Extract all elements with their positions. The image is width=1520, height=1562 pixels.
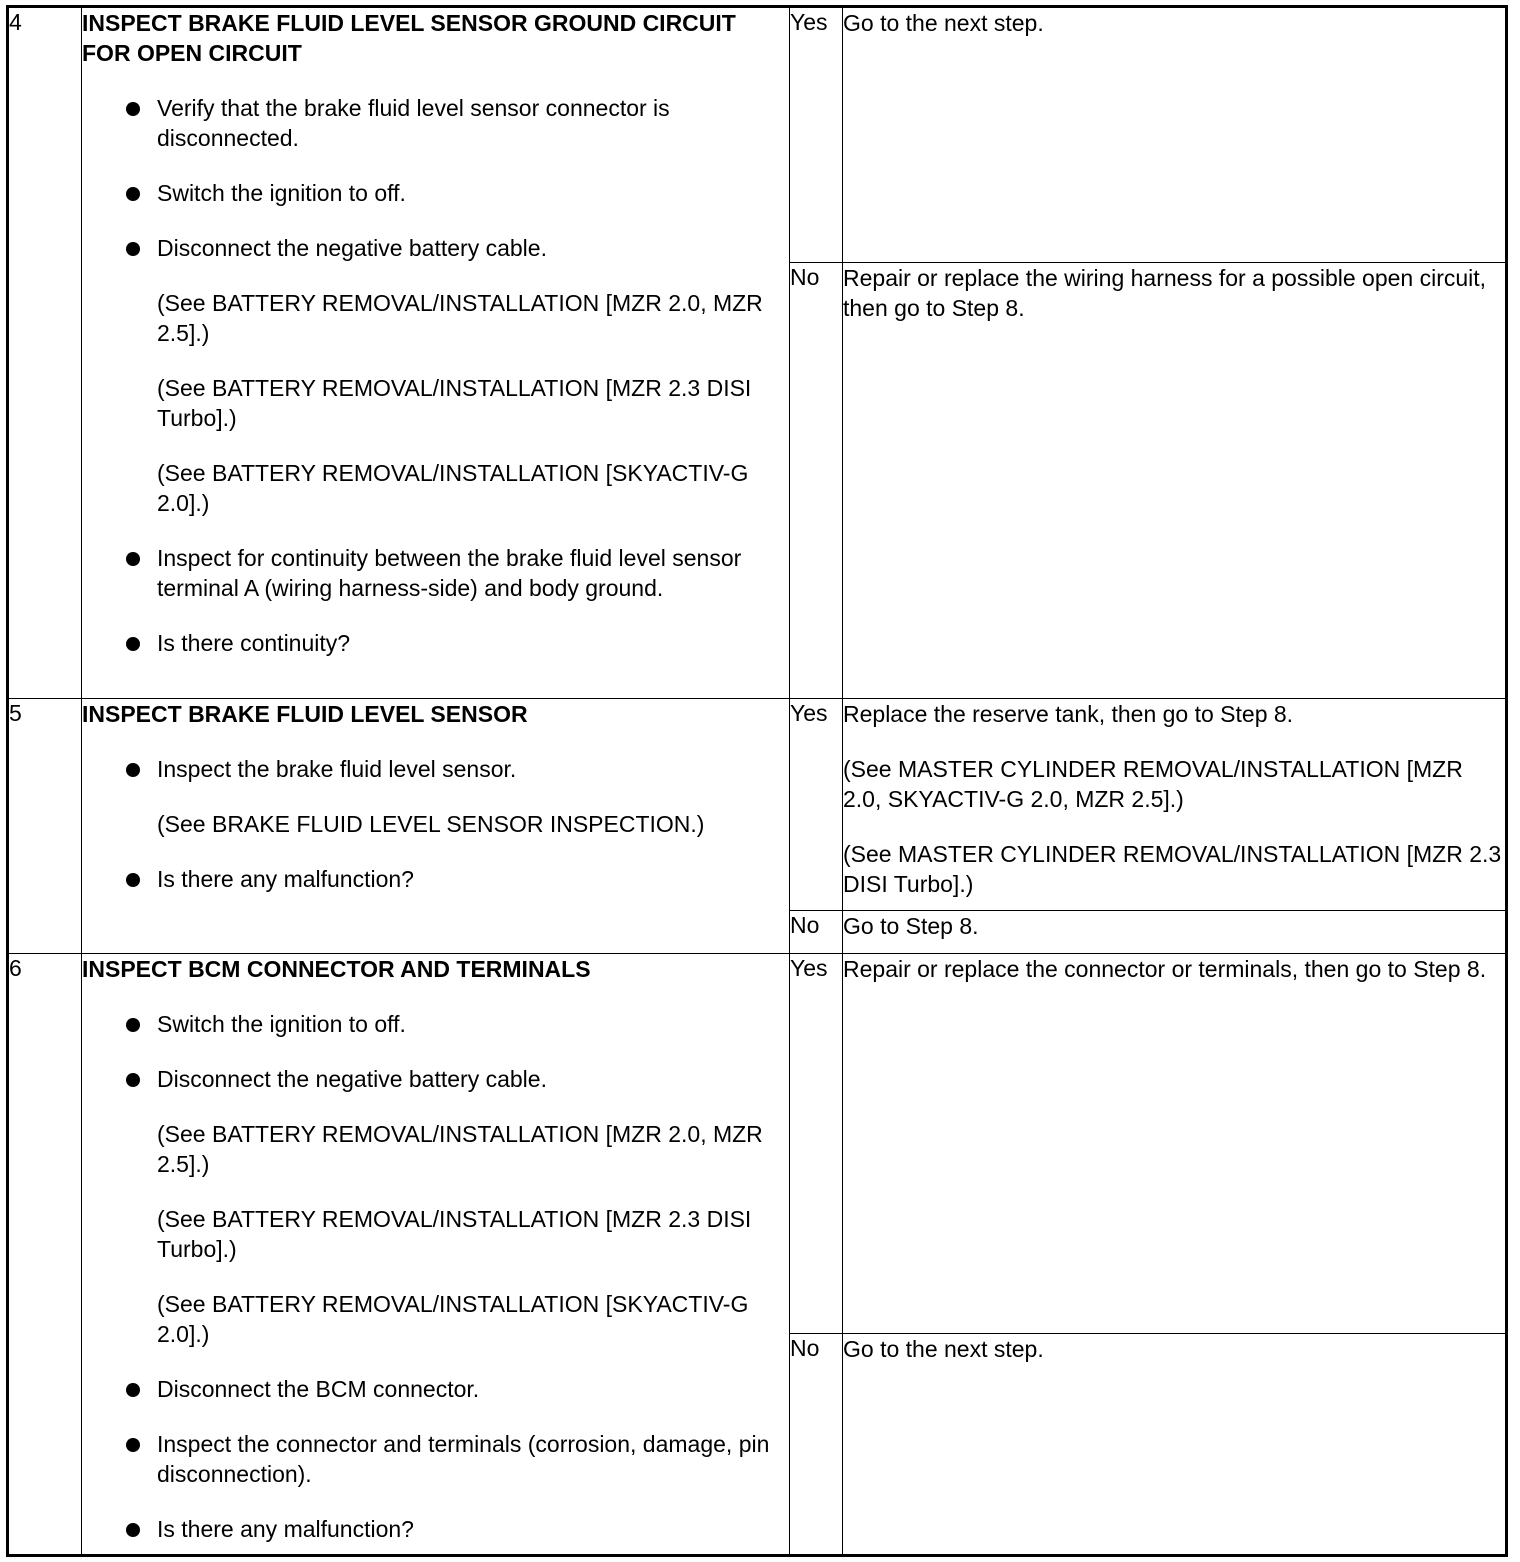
result-text: Go to Step 8. xyxy=(843,913,979,939)
action-list xyxy=(82,93,789,658)
no-label: No xyxy=(790,1334,843,1556)
bullet-icon xyxy=(126,242,140,256)
list-item xyxy=(82,178,789,208)
result-text: Repair or replace the wiring harness for a possible open circuit, then go to Step 8. xyxy=(843,265,1487,321)
yes-result xyxy=(843,954,1507,1334)
item-text: Switch the ignition to off. xyxy=(157,180,406,206)
item-text: Inspect for continuity between the brake fluid level sensor terminal A (wiring harness-side) and body ground. xyxy=(157,545,742,601)
result-text: Go to the next step. xyxy=(843,1336,1044,1362)
item-text: Inspect the brake fluid level sensor. xyxy=(157,756,517,782)
list-item xyxy=(82,1374,789,1404)
item-text: Is there any malfunction? xyxy=(157,1516,414,1542)
step-number: 6 xyxy=(8,954,82,1556)
bullet-icon xyxy=(126,187,140,201)
bullet-icon xyxy=(126,1438,140,1452)
step-title: INSPECT BRAKE FLUID LEVEL SENSOR GROUND CIRCUIT FOR OPEN CIRCUIT xyxy=(82,10,736,66)
reference-note[interactable]: (See MASTER CYLINDER REMOVAL/INSTALLATION [MZR 2.3 DISI Turbo].) xyxy=(843,841,1502,897)
list-item xyxy=(82,1514,789,1544)
bullet-icon xyxy=(126,1523,140,1537)
step-number: 4 xyxy=(8,7,82,699)
step-title: INSPECT BRAKE FLUID LEVEL SENSOR xyxy=(82,701,528,727)
diagnostic-procedure-table xyxy=(6,5,1508,1557)
no-result xyxy=(843,263,1507,699)
reference-note[interactable]: (See BRAKE FLUID LEVEL SENSOR INSPECTION.) xyxy=(157,811,705,837)
bullet-icon xyxy=(126,1018,140,1032)
reference-note[interactable]: (See BATTERY REMOVAL/INSTALLATION [SKYACTIV-G 2.0].) xyxy=(157,1291,749,1347)
yes-result xyxy=(843,7,1507,263)
bullet-icon xyxy=(126,763,140,777)
step-title: INSPECT BCM CONNECTOR AND TERMINALS xyxy=(82,956,591,982)
reference-note[interactable]: (See MASTER CYLINDER REMOVAL/INSTALLATION [MZR 2.0, SKYACTIV-G 2.0, MZR 2.5].) xyxy=(843,756,1463,812)
list-item xyxy=(82,864,789,894)
step-number: 5 xyxy=(8,699,82,954)
step-row-yes xyxy=(8,699,1507,911)
list-item xyxy=(82,1429,789,1489)
no-label: No xyxy=(790,911,843,954)
item-text: Disconnect the negative battery cable. xyxy=(157,1066,547,1092)
item-text: Disconnect the negative battery cable. xyxy=(157,235,547,261)
list-item xyxy=(82,628,789,658)
no-label: No xyxy=(790,263,843,699)
step-action-cell xyxy=(82,954,790,1556)
bullet-icon xyxy=(126,1073,140,1087)
step-row-yes xyxy=(8,954,1507,1334)
action-list xyxy=(82,754,789,894)
bullet-icon xyxy=(126,552,140,566)
result-text: Replace the reserve tank, then go to Step 8. xyxy=(843,701,1294,727)
reference-note[interactable]: (See BATTERY REMOVAL/INSTALLATION [MZR 2.0, MZR 2.5].) xyxy=(157,290,763,346)
item-text: Verify that the brake fluid level sensor connector is disconnected. xyxy=(157,95,670,151)
bullet-icon xyxy=(126,1383,140,1397)
item-text: Switch the ignition to off. xyxy=(157,1011,406,1037)
action-list xyxy=(82,1009,789,1544)
step-action-cell xyxy=(82,7,790,699)
list-item xyxy=(82,233,789,518)
list-item xyxy=(82,1064,789,1349)
yes-label: Yes xyxy=(790,954,843,1334)
result-text: Repair or replace the connector or terminals, then go to Step 8. xyxy=(843,956,1487,982)
list-item xyxy=(82,93,789,153)
list-item xyxy=(82,754,789,839)
list-item xyxy=(82,1009,789,1039)
yes-result xyxy=(843,699,1507,911)
reference-note[interactable]: (See BATTERY REMOVAL/INSTALLATION [MZR 2.3 DISI Turbo].) xyxy=(157,375,752,431)
item-text: Inspect the connector and terminals (corrosion, damage, pin disconnection). xyxy=(157,1431,770,1487)
item-text: Is there any malfunction? xyxy=(157,866,414,892)
list-item xyxy=(82,543,789,603)
no-result xyxy=(843,1334,1507,1556)
reference-note[interactable]: (See BATTERY REMOVAL/INSTALLATION [SKYACTIV-G 2.0].) xyxy=(157,460,749,516)
bullet-icon xyxy=(126,873,140,887)
reference-note[interactable]: (See BATTERY REMOVAL/INSTALLATION [MZR 2.0, MZR 2.5].) xyxy=(157,1121,763,1177)
step-action-cell xyxy=(82,699,790,954)
step-row-yes xyxy=(8,7,1507,263)
yes-label: Yes xyxy=(790,7,843,263)
item-text: Is there continuity? xyxy=(157,630,351,656)
no-result xyxy=(843,911,1507,954)
item-text: Disconnect the BCM connector. xyxy=(157,1376,480,1402)
bullet-icon xyxy=(126,637,140,651)
yes-label: Yes xyxy=(790,699,843,911)
result-text: Go to the next step. xyxy=(843,10,1044,36)
reference-note[interactable]: (See BATTERY REMOVAL/INSTALLATION [MZR 2.3 DISI Turbo].) xyxy=(157,1206,752,1262)
bullet-icon xyxy=(126,102,140,116)
